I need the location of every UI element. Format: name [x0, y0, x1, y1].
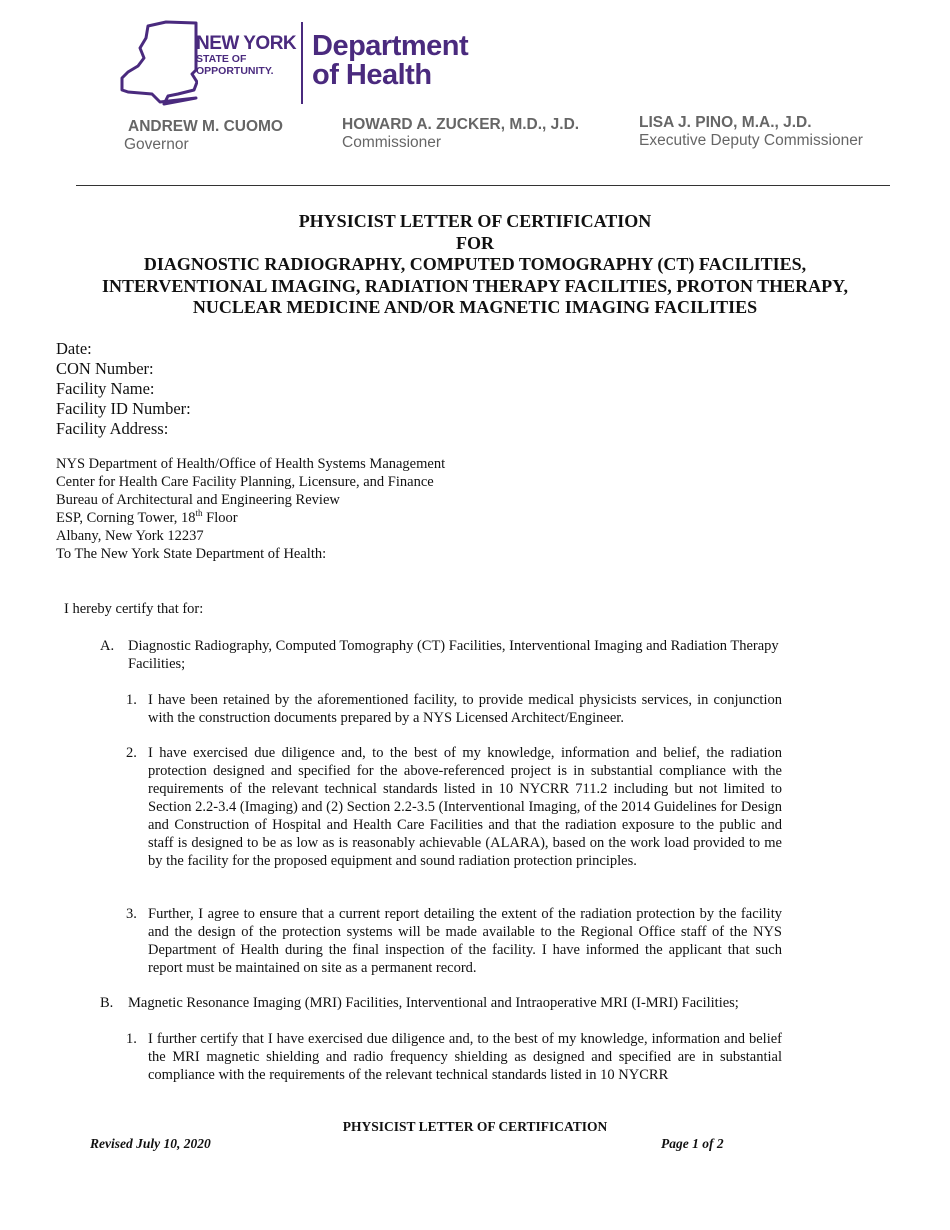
- department-wordmark: [312, 32, 468, 90]
- title-line: FOR: [456, 232, 494, 253]
- date-label: Date:: [56, 339, 92, 358]
- nys-wordmark-line2: STATE OF: [196, 53, 247, 65]
- section-heading: Diagnostic Radiography, Computed Tomography (CT) Facilities, Interventional Imaging and Radiation Therapy Facilities;: [128, 638, 779, 672]
- recipient-address: [56, 455, 445, 563]
- section-a: [100, 637, 782, 673]
- item-number: 2.: [126, 745, 137, 761]
- official-title: Executive Deputy Commissioner: [639, 132, 863, 149]
- title-line: DIAGNOSTIC RADIOGRAPHY, COMPUTED TOMOGRAPHY (CT) FACILITIES,: [143, 254, 807, 274]
- address-line: NYS Department of Health/Office of Health Systems Management: [56, 456, 446, 472]
- item-number: 1.: [126, 1031, 137, 1047]
- facility-name-label: Facility Name:: [56, 379, 155, 398]
- list-item: [126, 744, 782, 870]
- section-heading: Magnetic Resonance Imaging (MRI) Facilities, Interventional and Intraoperative MRI (I-MRI) Facilities;: [128, 995, 739, 1011]
- document-title: [40, 211, 910, 319]
- list-item: [126, 905, 782, 977]
- nys-wordmark: [196, 34, 296, 76]
- official-name: HOWARD A. ZUCKER, M.D., J.D.: [342, 116, 580, 133]
- title-line: NUCLEAR MEDICINE AND/OR MAGNETIC IMAGING FACILITIES: [192, 297, 758, 317]
- title-line: PHYSICIST LETTER OF CERTIFICATION: [298, 211, 652, 231]
- nys-wordmark-line3: OPPORTUNITY.: [196, 64, 274, 77]
- certification-intro: I hereby certify that for:: [64, 601, 204, 617]
- address-line4-pre: ESP, Corning Tower, 18: [56, 510, 196, 526]
- official-deputy-commissioner: [639, 114, 863, 150]
- header-divider: [76, 185, 890, 186]
- official-governor: [124, 118, 283, 154]
- address-line: Bureau of Architectural and Engineering Review: [56, 492, 340, 508]
- section-label: A.: [100, 638, 115, 654]
- official-name: LISA J. PINO, M.A., J.D.: [639, 114, 812, 131]
- address-line4-sup: th: [195, 508, 203, 519]
- official-name: ANDREW M. CUOMO: [128, 118, 283, 135]
- item-text: I further certify that I have exercised due diligence and, to the best of my knowledge, information and belief the MRI magnetic shielding and radio frequency shielding as designed and specified are in substantial compliance with the requirements of the relevant technical standards listed in 10 NYCRR: [148, 1031, 782, 1083]
- con-number-label: CON Number:: [56, 359, 154, 378]
- salutation: To The New York State Department of Health:: [56, 546, 327, 562]
- title-line: INTERVENTIONAL IMAGING, RADIATION THERAPY FACILITIES, PROTON THERAPY,: [102, 275, 848, 296]
- official-title: Commissioner: [342, 134, 442, 151]
- item-text: I have exercised due diligence and, to the best of my knowledge, information and belief, the radiation protection designed and specified for the above-referenced project is in substantial compliance with the requirements of the relevant technical standards listed in 10 NYCRR 711.2 including but not limited to Section 2.2-3.4 (Imaging) and (2) Section 2.2-3.5 (Interventional Imaging, of the 2014 Guidelines for Design and Construction of Hospital and Health Care Facilities and that the radiation exposure to the public and staff is designed to be as low as is reasonably achievable (ALARA), based on the work load provided to me by the facility for the proposed equipment and sound radiation protection principles.: [148, 745, 782, 869]
- address-line: Center for Health Care Facility Planning, Licensure, and Finance: [56, 474, 434, 490]
- nys-wordmark-line1: NEW YORK: [196, 33, 297, 54]
- address-line: [56, 509, 445, 527]
- address-line4-post: Floor: [202, 510, 238, 526]
- logo-divider: [301, 22, 303, 104]
- department-line2: of Health: [312, 59, 432, 91]
- section-label: B.: [100, 995, 114, 1011]
- list-item: [126, 1030, 782, 1084]
- new-york-state-outline-icon: [118, 20, 198, 106]
- facility-id-label: Facility ID Number:: [56, 399, 191, 418]
- nys-doh-logo: [118, 20, 478, 106]
- facility-fields: [56, 339, 191, 439]
- section-b: [100, 994, 782, 1012]
- item-number: 3.: [126, 906, 137, 922]
- item-number: 1.: [126, 692, 137, 708]
- official-commissioner: [342, 116, 579, 152]
- item-text: I have been retained by the aforementioned facility, to provide medical physicists services, in conjunction with the construction documents prepared by a NYS Licensed Architect/Engineer.: [148, 692, 782, 726]
- department-line1: Department: [312, 30, 469, 62]
- page-number: Page 1 of 2: [661, 1136, 724, 1151]
- official-title: Governor: [124, 136, 189, 153]
- item-text: Further, I agree to ensure that a current report detailing the extent of the radiation protection by the facility and the design of the protection systems will be made available to the Regional Office staff of the NYS Department of Health during the final inspection of the facility. I have informed the applicant that such report must be maintained on site as a permanent record.: [148, 906, 782, 976]
- list-item: [126, 691, 782, 727]
- facility-address-label: Facility Address:: [56, 419, 169, 438]
- footer-title: PHYSICIST LETTER OF CERTIFICATION: [342, 1119, 608, 1134]
- address-line: Albany, New York 12237: [56, 528, 204, 544]
- revision-date: Revised July 10, 2020: [90, 1136, 211, 1151]
